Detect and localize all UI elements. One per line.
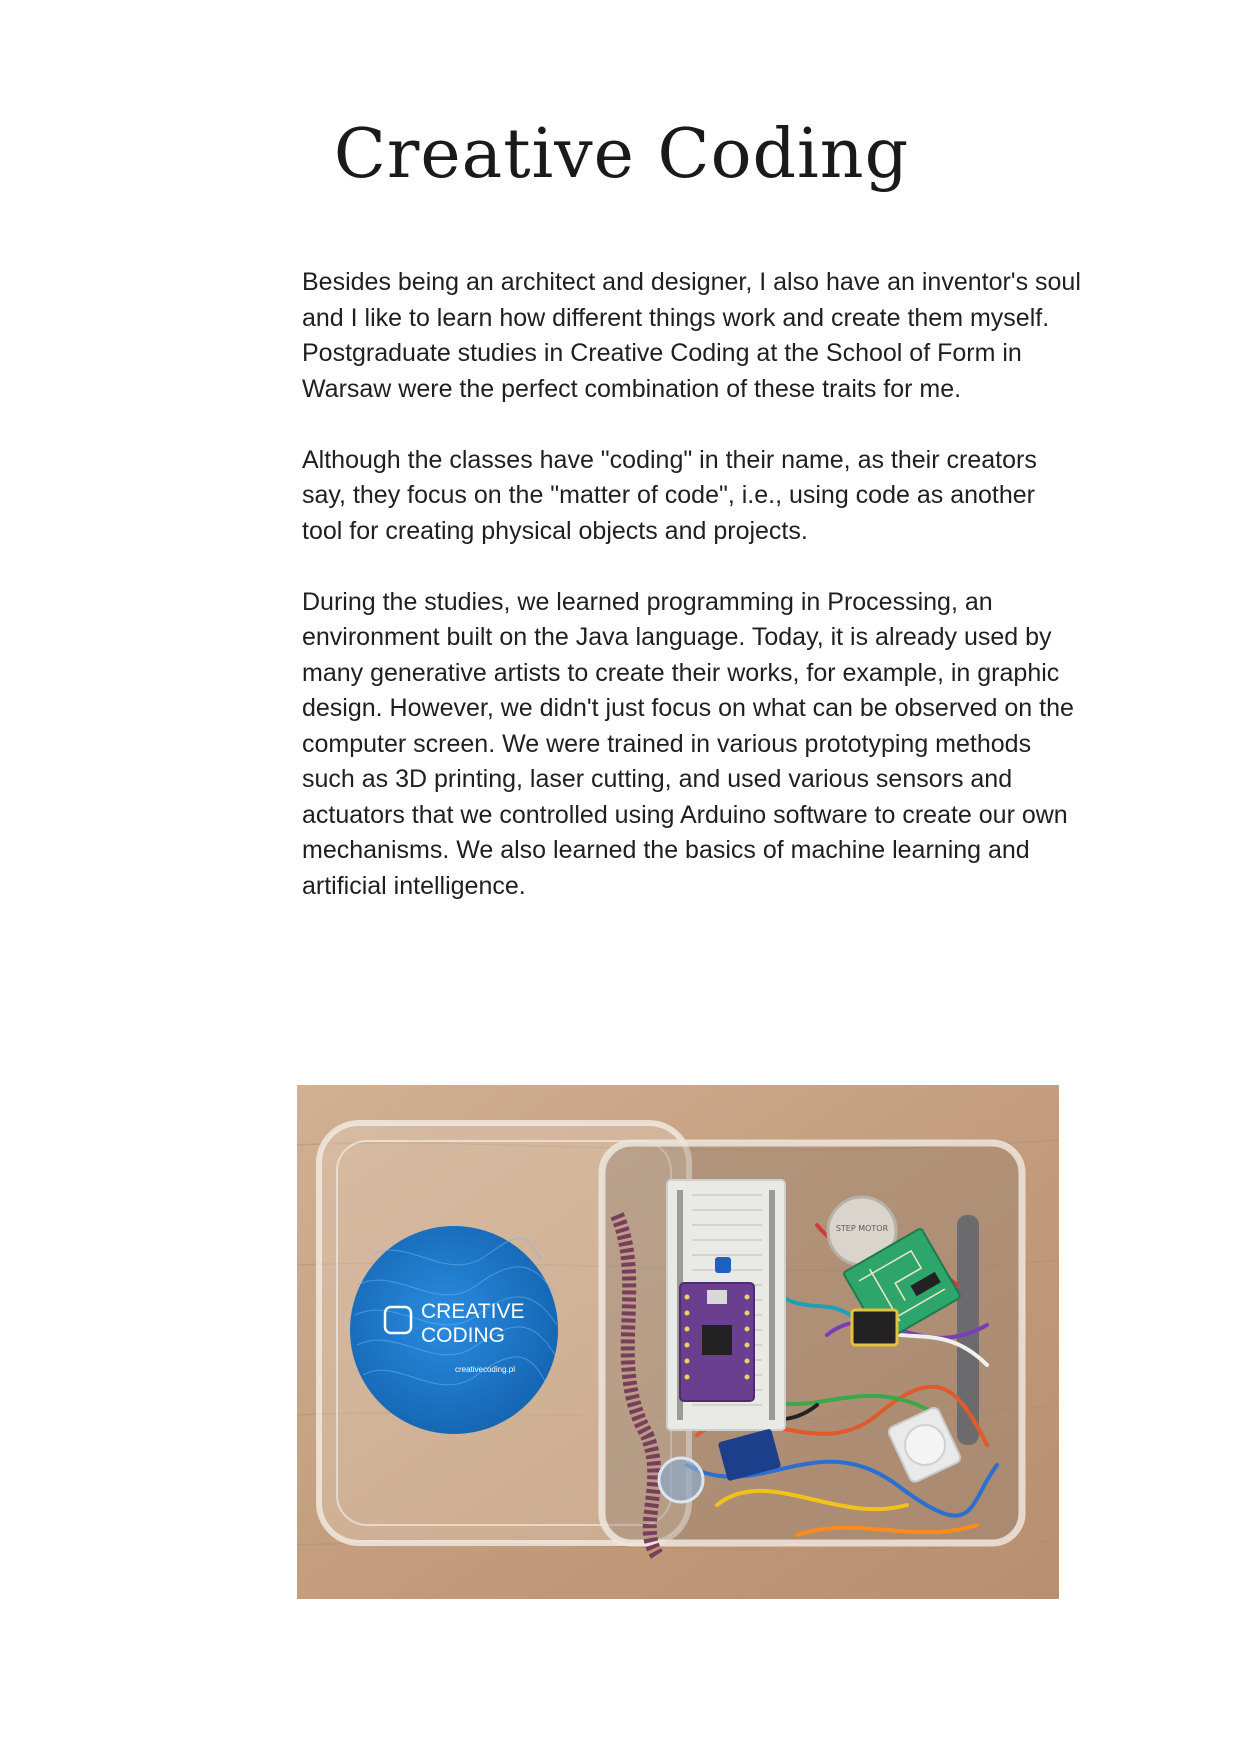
arduino-kit-photo — [297, 1085, 1059, 1599]
creative-coding-sticker — [350, 1226, 558, 1434]
sticker-brand-line2: CODING — [421, 1324, 505, 1347]
arduino-kit-illustration — [297, 1085, 1059, 1599]
article-body — [302, 265, 1082, 940]
paragraph-matter-of-code: Although the classes have "coding" in their name, as their creators say, they focus on the "matter of code", i.e., using code as another tool for creating physical objects and projects. — [302, 445, 1037, 545]
sticker-brand-line1: CREATIVE — [421, 1300, 525, 1323]
paragraph-studies: During the studies, we learned programming in Processing, an environment built on the Java language. Today, it is already used by many generative artists to create their works, for example, in graphic design. However, we didn't just focus on what can be observed on the computer screen. We were trained in various prototyping methods such as 3D printing, laser cutting, and used various sensors and actuators that we controlled using Arduino software to create our own mechanisms. We also learned the basics of machine learning and artificial intelligence. — [302, 587, 1074, 900]
sticker-url: creativecoding.pl — [454, 1365, 516, 1374]
push-button — [715, 1257, 731, 1273]
microcontroller-chip — [702, 1325, 732, 1355]
potentiometer — [659, 1458, 703, 1502]
relay-module — [852, 1310, 897, 1345]
page-title: Creative Coding — [333, 115, 910, 194]
paragraph-intro: Besides being an architect and designer, I also have an inventor's soul and I like to learn how different things work and create them myself. Postgraduate studies in Creative Coding at the School of Form in Warsaw were the perfect combination of these traits for me. — [302, 268, 1081, 403]
step-motor-label: STEP MOTOR — [835, 1224, 889, 1233]
